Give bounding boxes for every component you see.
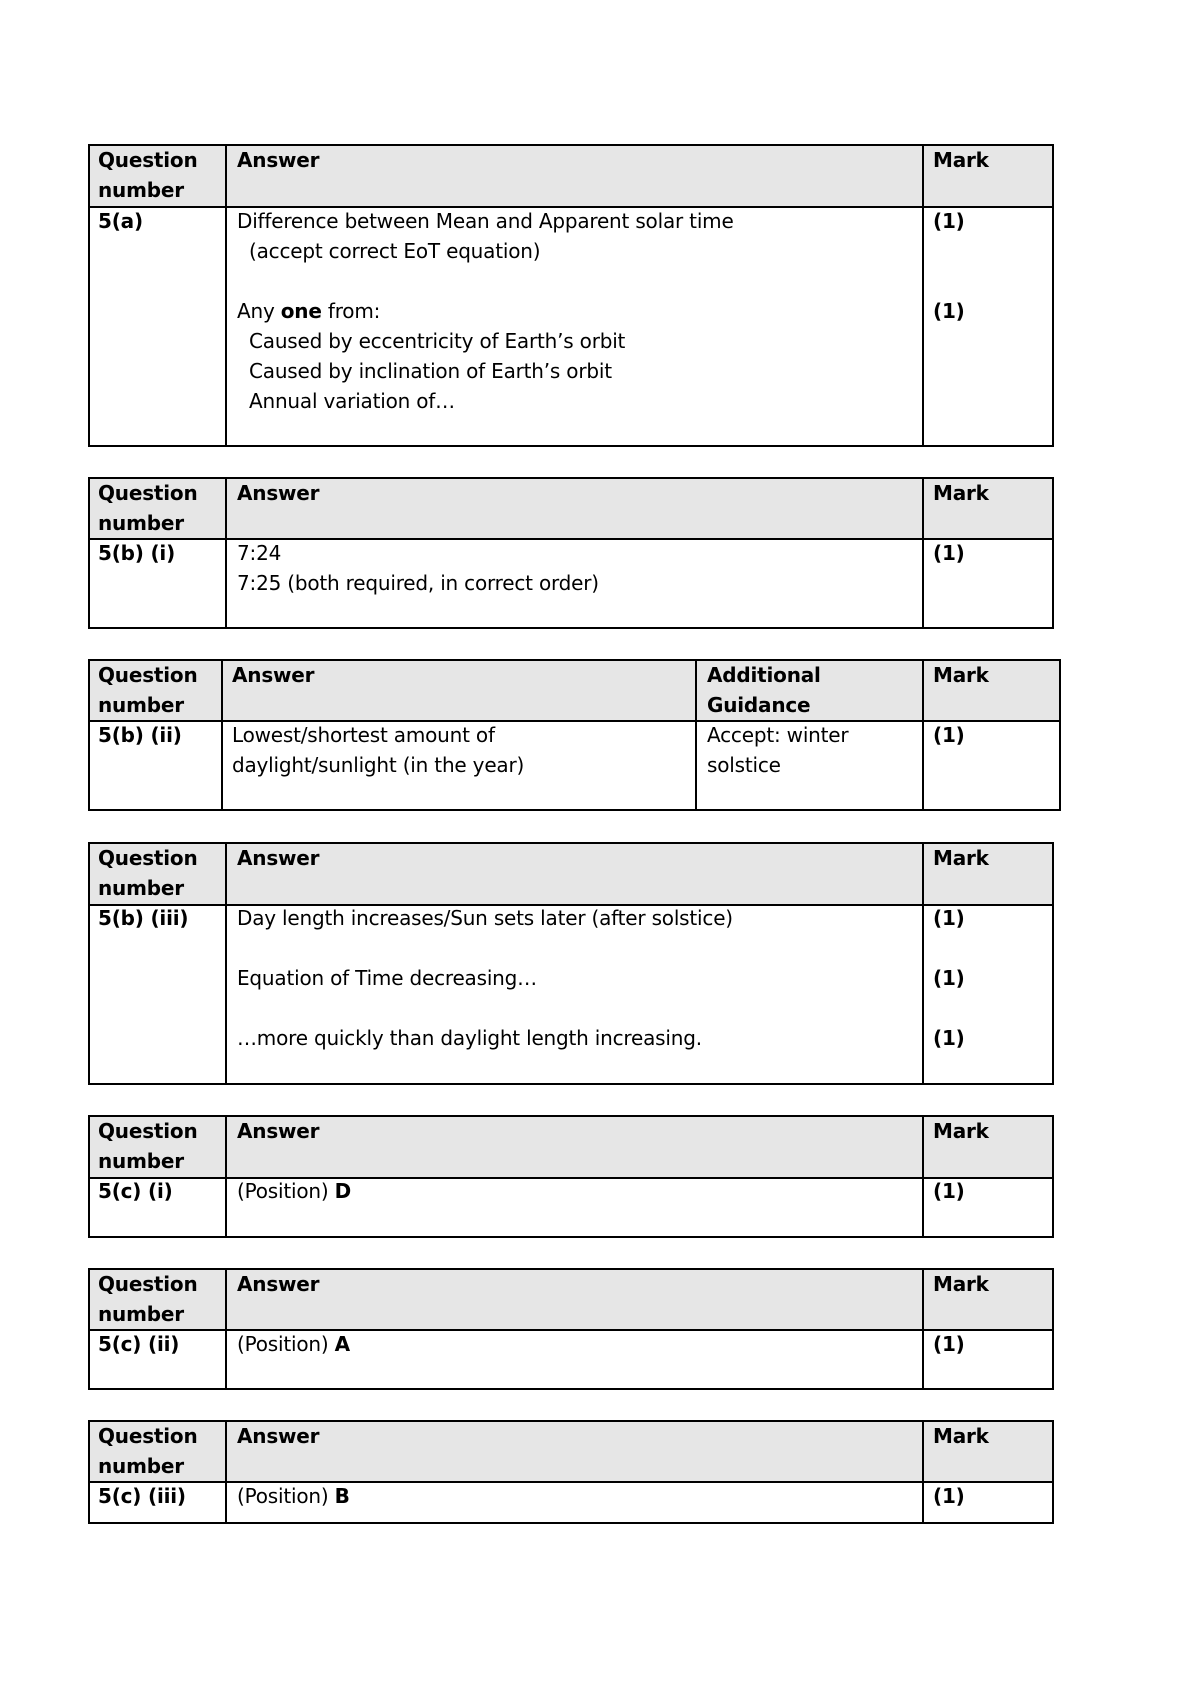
header-text: number — [98, 1149, 184, 1173]
header-text: Question — [98, 846, 198, 870]
header-text: Question — [98, 1119, 198, 1143]
text: from: — [321, 299, 381, 323]
answer-line: Equation of Time decreasing… — [237, 966, 537, 990]
mark-value: (1) — [933, 1484, 965, 1508]
header-text: Question — [98, 1272, 198, 1296]
answer-line: (accept correct EoT equation) — [249, 239, 541, 263]
column-divider — [922, 479, 924, 627]
column-divider — [225, 844, 227, 1083]
answer-line: daylight/sunlight (in the year) — [232, 753, 525, 777]
header-text: number — [98, 1302, 184, 1326]
column-divider — [922, 1422, 924, 1522]
text: (Position) — [237, 1179, 335, 1203]
guidance-cell — [707, 720, 848, 780]
text: Any — [237, 299, 281, 323]
header-mark: Mark — [933, 1424, 989, 1448]
mark-table-5c-iii — [88, 1420, 1054, 1524]
answer-cell — [237, 206, 734, 416]
header-text: Question — [98, 481, 198, 505]
header-text: Additional — [707, 663, 821, 687]
column-divider — [225, 1117, 227, 1236]
table-header — [90, 479, 1052, 540]
header-mark: Mark — [933, 148, 989, 172]
column-divider — [922, 146, 924, 445]
mark-table-5b-ii — [88, 659, 1061, 811]
question-number: 5(c) (i) — [98, 1179, 173, 1203]
header-answer: Answer — [237, 846, 320, 870]
header-text: number — [98, 693, 184, 717]
answer-line: 7:24 — [237, 541, 282, 565]
answer-line: Annual variation of… — [249, 389, 455, 413]
mark-value: (1) — [933, 906, 965, 930]
header-additional-guidance — [707, 660, 821, 720]
answer-line: Lowest/shortest amount of — [232, 723, 495, 747]
column-divider — [225, 146, 227, 445]
header-question-number — [98, 145, 198, 205]
answer-cell — [237, 538, 599, 598]
header-text: Question — [98, 1424, 198, 1448]
question-number: 5(c) (iii) — [98, 1484, 186, 1508]
header-question-number — [98, 1116, 198, 1176]
mark-value: (1) — [933, 966, 965, 990]
answer-cell — [232, 720, 524, 780]
column-divider — [922, 661, 924, 809]
header-question-number — [98, 1269, 198, 1329]
question-number: 5(b) (ii) — [98, 723, 182, 747]
header-text: number — [98, 1454, 184, 1478]
mark-value: (1) — [933, 1026, 965, 1050]
header-question-number — [98, 478, 198, 538]
header-question-number — [98, 1421, 198, 1481]
column-divider — [695, 661, 697, 809]
header-question-number — [98, 660, 198, 720]
mark-table-5b-i — [88, 477, 1054, 629]
column-divider — [225, 1270, 227, 1388]
column-divider — [221, 661, 223, 809]
header-question-number — [98, 843, 198, 903]
column-divider — [922, 1270, 924, 1388]
mark-table-5b-iii — [88, 842, 1054, 1085]
header-answer: Answer — [237, 481, 320, 505]
mark-value: (1) — [933, 209, 965, 233]
header-text: Question — [98, 663, 198, 687]
position-letter: B — [334, 1484, 350, 1508]
column-divider — [225, 479, 227, 627]
header-mark: Mark — [933, 1272, 989, 1296]
mark-value: (1) — [933, 1332, 965, 1356]
header-mark: Mark — [933, 663, 989, 687]
answer-line-blank — [237, 266, 734, 296]
answer-cell — [237, 1329, 350, 1359]
answer-cell — [237, 1481, 350, 1511]
guidance-line: Accept: winter — [707, 723, 849, 747]
mark-value: (1) — [933, 723, 965, 747]
header-text: Question — [98, 148, 198, 172]
column-divider — [922, 844, 924, 1083]
mark-table-5c-ii — [88, 1268, 1054, 1390]
table-header — [90, 1117, 1052, 1179]
table-header — [90, 1270, 1052, 1331]
column-divider — [225, 1422, 227, 1522]
mark-value: (1) — [933, 541, 965, 565]
mark-value: (1) — [933, 1179, 965, 1203]
text: (Position) — [237, 1484, 335, 1508]
question-number: 5(c) (ii) — [98, 1332, 180, 1356]
header-text: number — [98, 178, 184, 202]
question-number: 5(b) (i) — [98, 541, 176, 565]
header-text: Guidance — [707, 693, 811, 717]
answer-line: Caused by inclination of Earth’s orbit — [249, 359, 612, 383]
answer-line: 7:25 (both required, in correct order) — [237, 571, 599, 595]
table-header — [90, 1422, 1052, 1483]
header-mark: Mark — [933, 1119, 989, 1143]
header-text: number — [98, 511, 184, 535]
header-answer: Answer — [237, 1424, 320, 1448]
header-mark: Mark — [933, 481, 989, 505]
header-answer: Answer — [237, 1119, 320, 1143]
answer-cell — [237, 1176, 351, 1206]
header-mark: Mark — [933, 846, 989, 870]
column-divider — [922, 1117, 924, 1236]
answer-line: Caused by eccentricity of Earth’s orbit — [249, 329, 626, 353]
header-answer: Answer — [232, 663, 315, 687]
text: (Position) — [237, 1332, 335, 1356]
question-number: 5(a) — [98, 209, 143, 233]
position-letter: D — [334, 1179, 352, 1203]
answer-line: …more quickly than daylight length increasing. — [237, 1026, 702, 1050]
guidance-line: solstice — [707, 753, 781, 777]
header-answer: Answer — [237, 1272, 320, 1296]
table-header — [90, 844, 1052, 906]
table-header — [90, 146, 1052, 208]
question-number: 5(b) (iii) — [98, 906, 189, 930]
mark-table-5a — [88, 144, 1054, 447]
answer-line: Day length increases/Sun sets later (after solstice) — [237, 906, 733, 930]
header-text: number — [98, 876, 184, 900]
mark-table-5c-i — [88, 1115, 1054, 1238]
header-answer: Answer — [237, 148, 320, 172]
mark-value: (1) — [933, 299, 965, 323]
emphasis-text: one — [280, 299, 322, 323]
answer-line: Difference between Mean and Apparent solar time — [237, 209, 734, 233]
position-letter: A — [334, 1332, 350, 1356]
answer-line — [237, 296, 734, 326]
